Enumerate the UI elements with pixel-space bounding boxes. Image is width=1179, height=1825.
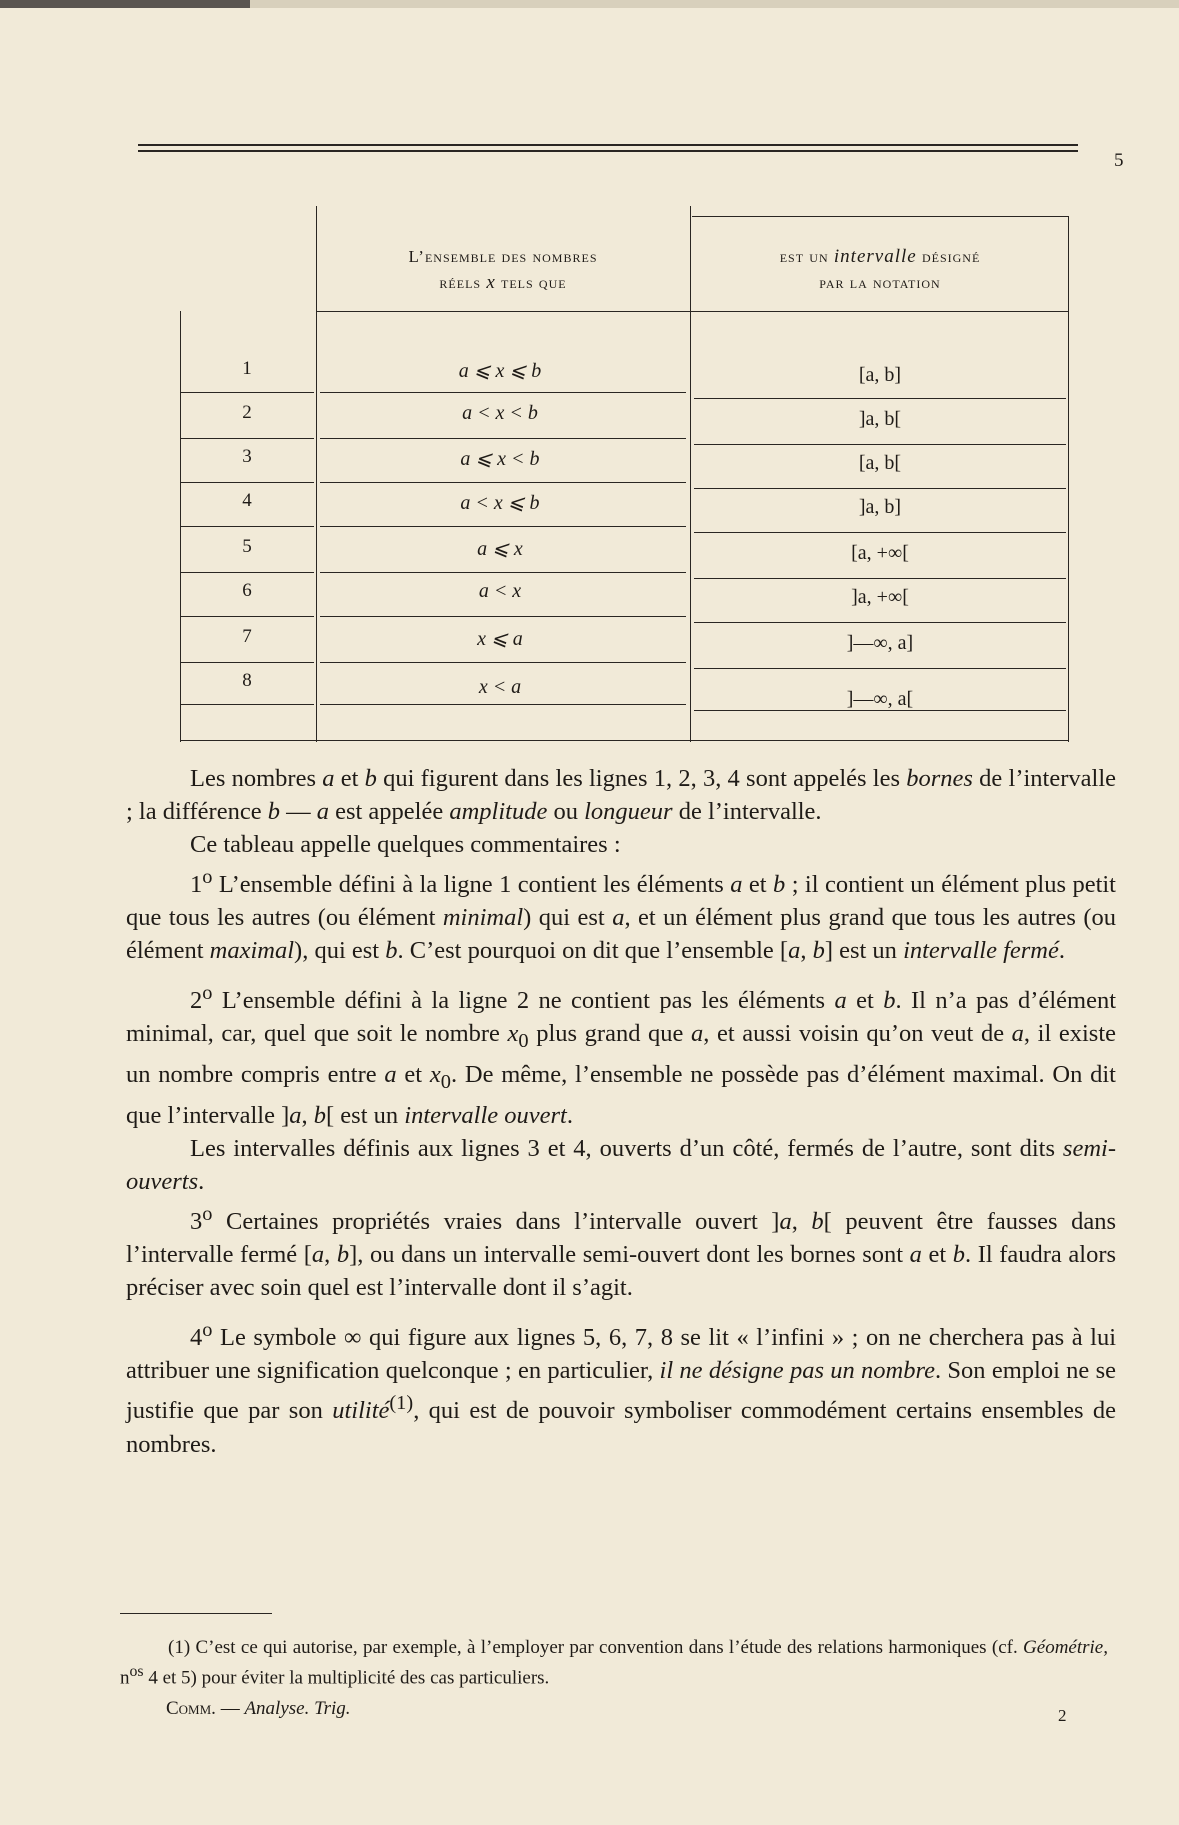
paragraph-commentaires: Ce tableau appelle quelques commentaires :	[190, 831, 621, 858]
row-number: 8	[242, 670, 252, 691]
header-rule	[138, 144, 1078, 146]
row-condition: a ⩽ x	[477, 538, 523, 560]
row-rule	[320, 438, 686, 439]
row-notation: ]a, b[	[858, 408, 902, 430]
page-edge-shadow	[0, 0, 250, 8]
interval-table	[180, 216, 1070, 742]
row-rule	[180, 482, 314, 483]
table-hline	[180, 740, 1069, 741]
row-number: 2	[242, 402, 252, 423]
header-rule	[138, 150, 1078, 152]
row-rule	[694, 488, 1066, 489]
row-condition: a < x	[478, 580, 522, 602]
table-hline	[317, 311, 1069, 312]
row-notation: ]—∞, a[	[846, 688, 914, 710]
paragraph-ouvert: 2$^o$ L’ensemble défini à la ligne 2 ne contient pas les éléments a et b. Il n’a pas d’élément minimal, car, quel que soit le nombre $x_0$ plus grand que a, et aussi voisin qu’on veut de a, il existe un nombre compris entre a et $x_0$. De même, l’ensemble ne possède pas d’élément maximal. On dit que l’intervalle ]a, b[ est un intervalle ouvert.	[126, 982, 1117, 1130]
row-notation: ]a, b]	[858, 496, 902, 518]
row-rule	[180, 616, 314, 617]
row-rule	[320, 392, 686, 393]
paragraph-infini: 4$^o$ Le symbole ∞ qui figure aux lignes 5, 6, 7, 8 se lit « l’infini » ; on ne cherchera pas à lui attribuer une signification quelconque ; en particulier, il ne désigne pas un nombre. Son emploi ne se justifie que par son utilité$^{(1)}$, qui est de pouvoir symboliser commodément certains ensembles de nombres.	[126, 1319, 1116, 1458]
row-rule	[694, 668, 1066, 669]
row-condition: a ⩽ x ⩽ b	[458, 360, 542, 382]
row-notation: ]a, +∞[	[851, 586, 909, 608]
table-vline	[690, 206, 691, 742]
table-vline	[1068, 216, 1069, 742]
row-rule	[180, 572, 314, 573]
row-rule	[694, 578, 1066, 579]
row-rule	[320, 662, 686, 663]
paragraph-proprietes: 3$^o$ Certaines propriétés vraies dans l’intervalle ouvert ]a, b[ peuvent être fausses dans l’intervalle fermé [a, b], ou dans un intervalle semi-ouvert dont les bornes sont a et b. Il faudra alors préciser avec soin quel est l’intervalle dont il s’agit.	[126, 1203, 1117, 1302]
footnote-rule	[120, 1613, 272, 1614]
row-number: 5	[242, 536, 252, 557]
row-condition: a < x < b	[462, 402, 538, 424]
row-notation: [a, b]	[858, 364, 902, 386]
row-rule	[180, 662, 314, 663]
row-condition: a ⩽ x < b	[460, 448, 540, 470]
row-condition: a < x ⩽ b	[460, 492, 540, 514]
row-notation: [a, b[	[858, 452, 902, 474]
row-rule	[694, 398, 1066, 399]
table-vline	[316, 206, 317, 742]
row-number: 3	[242, 446, 252, 467]
row-rule	[180, 438, 314, 439]
body-text	[126, 762, 1116, 1461]
paragraph-semi-ouverts: Les intervalles définis aux lignes 3 et 4, ouverts d’un côté, fermés de l’autre, sont dits semi-ouverts.	[126, 1135, 1116, 1196]
row-rule	[320, 704, 686, 705]
row-rule	[320, 572, 686, 573]
row-number: 4	[242, 490, 252, 511]
table-header-notation: est un intervalle désigné par la notation	[779, 246, 981, 292]
page-number: 5	[1114, 150, 1124, 171]
row-rule	[180, 392, 314, 393]
signature-mark: 2	[1058, 1706, 1067, 1725]
row-condition: x ⩽ a	[477, 628, 523, 650]
paragraph-ferme: 1$^o$ L’ensemble défini à la ligne 1 contient les éléments a et b ; il contient un élément plus petit que tous les autres (ou élément minimal) qui est a, et un élément plus grand que tous les autres (ou élément maximal), qui est b. C’est pourquoi on dit que l’ensemble [a, b] est un intervalle fermé.	[126, 866, 1116, 965]
row-rule	[694, 622, 1066, 623]
row-rule	[180, 526, 314, 527]
row-rule	[320, 482, 686, 483]
paragraph-bornes: Les nombres a et b qui figurent dans les lignes 1, 2, 3, 4 sont appelés les bornes de l’intervalle ; la différence b — a est appelée amplitude ou longueur de l’intervalle.	[126, 765, 1117, 825]
row-condition: x < a	[478, 676, 522, 698]
row-number: 6	[242, 580, 252, 601]
row-rule	[320, 616, 686, 617]
footer-title: Comm. — Analyse. Trig.	[166, 1698, 351, 1719]
row-rule	[320, 526, 686, 527]
row-rule	[694, 532, 1066, 533]
row-notation: [a, +∞[	[851, 542, 909, 564]
row-number: 1	[242, 358, 252, 379]
footnote: (1) C’est ce qui autorise, par exemple, à l’employer par convention dans l’étude des relations harmoniques (cf. Géométrie, $n^{os}$ 4 et 5) pour éviter la multiplicité des cas particuliers.	[120, 1637, 1108, 1689]
row-notation: ]—∞, a]	[846, 632, 914, 654]
row-number: 7	[242, 626, 252, 647]
table-hline	[692, 216, 1069, 217]
row-rule	[694, 444, 1066, 445]
table-header-set: L’ensemble des nombres réels x tels que	[408, 247, 598, 293]
row-rule	[180, 704, 314, 705]
